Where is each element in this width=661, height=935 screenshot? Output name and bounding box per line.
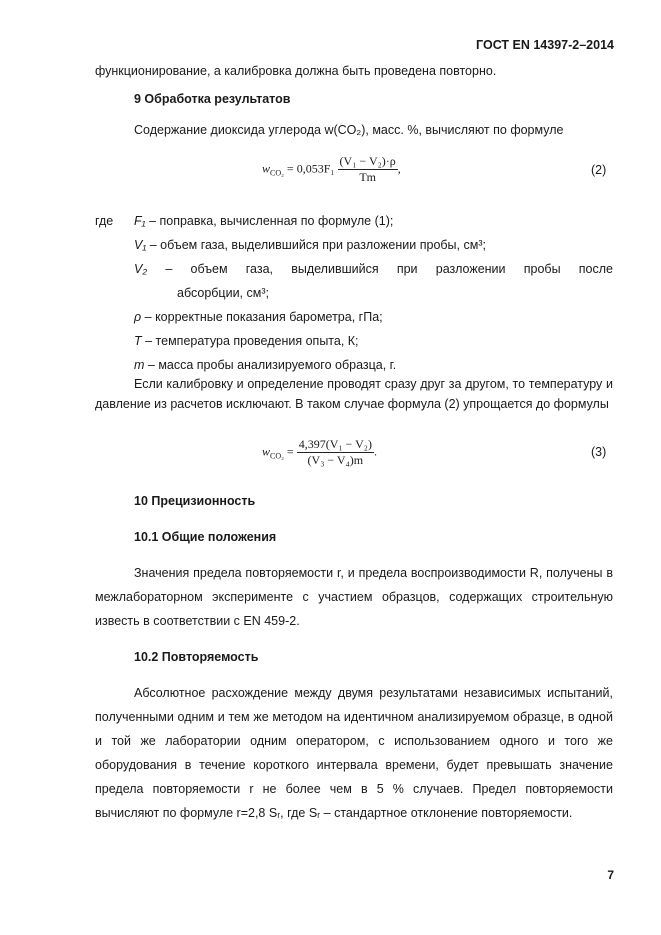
formula-2-lhs-sub: CO₂ — [270, 168, 284, 178]
definition-symbol: V₂ — [134, 262, 148, 276]
formula-2-fraction — [338, 154, 398, 185]
formula-3-tail: . — [373, 444, 377, 459]
definition-t — [134, 334, 359, 348]
section-10-1-title: 10.1 Общие положения — [134, 530, 277, 544]
page-number: 7 — [607, 868, 614, 882]
definition-rho — [134, 310, 383, 324]
definition-f1 — [134, 214, 393, 228]
where-label: где — [95, 214, 114, 228]
formula-2-numerator: (V₁ − V₂)·ρ — [339, 154, 396, 168]
definition-text: – температура проведения опыта, К; — [141, 334, 359, 348]
definition-symbol: F₁ — [134, 214, 146, 228]
formula-2-denominator: Tm — [359, 170, 376, 184]
definition-symbol: T — [134, 334, 142, 348]
definition-text: – объем газа, выделившийся при разложении пробы после — [147, 262, 613, 276]
formula-3-lhs-sub: CO₂ — [270, 451, 284, 461]
definition-symbol: V₁ — [134, 238, 147, 252]
section-9-title: 9 Обработка результатов — [134, 92, 291, 106]
definition-v1 — [134, 238, 486, 252]
definition-text: абсорбции, см³; — [177, 286, 269, 300]
simplify-paragraph: Если калибровку и определение проводят сразу друг за другом, то температуру и давление из расчетов исключают. В таком случае формула (2) упрощается до формулы — [95, 377, 613, 411]
formula-2-coef: = 0,053F₁ — [286, 161, 335, 176]
definition-v2 — [134, 262, 613, 276]
formula-3-equals: = — [286, 444, 294, 459]
definition-symbol: m — [134, 358, 145, 372]
formula-3-lhs: w — [262, 444, 271, 459]
section-10-2-text: Абсолютное расхождение между двумя результатами независимых испытаний, полученными одним и тем же методом на идентичном анализируемом образце, в одной и той же лаборатории одним оператором, с использованием одного и того же оборудования в течение короткого интервала времени, будет превышать значение предела повторяемости r не более чем в 5 % случаев. Предел повторяемости вычисляют по формуле r=2,8 Sᵣ, где Sᵣ – стандартное отклонение повторяемости. — [95, 686, 613, 820]
section-10-1-text: Значения предела повторяемости r, и предела воспроизводимости R, получены в межлабораторном эксперименте с участием образцов, содержащих строительную известь в соответствии с EN 459-2. — [95, 566, 613, 628]
formula-3-denominator: (V₃ − V₄)m — [307, 453, 364, 467]
formula-3-numerator: 4,397(V₁ − V₂) — [298, 437, 372, 451]
section-10-2-title: 10.2 Повторяемость — [134, 650, 259, 664]
definition-m — [134, 358, 396, 372]
definition-v2-cont — [177, 286, 269, 300]
definition-text: – корректные показания барометра, гПа; — [141, 310, 383, 324]
section-9-intro: Содержание диоксида углерода w(CO₂), масс. %, вычисляют по формуле — [134, 123, 564, 137]
formula-3-fraction — [297, 437, 374, 468]
document-code-header: ГОСТ EN 14397-2–2014 — [476, 38, 614, 52]
section-10-title: 10 Прецизионность — [134, 494, 256, 508]
definition-symbol: ρ — [134, 310, 142, 324]
definition-text: – объем газа, выделившийся при разложении пробы, см³; — [146, 238, 486, 252]
formula-2-lhs: w — [262, 161, 271, 176]
formula-2-number: (2) — [591, 163, 607, 177]
formula-2 — [262, 154, 401, 185]
formula-2-tail: , — [397, 161, 401, 176]
definition-text: – масса пробы анализируемого образца, г. — [144, 358, 397, 372]
definition-text: – поправка, вычисленная по формуле (1); — [145, 214, 394, 228]
formula-3 — [262, 437, 377, 468]
continuation-line: функционирование, а калибровка должна быть проведена повторно. — [95, 64, 497, 78]
formula-3-number: (3) — [591, 445, 607, 459]
